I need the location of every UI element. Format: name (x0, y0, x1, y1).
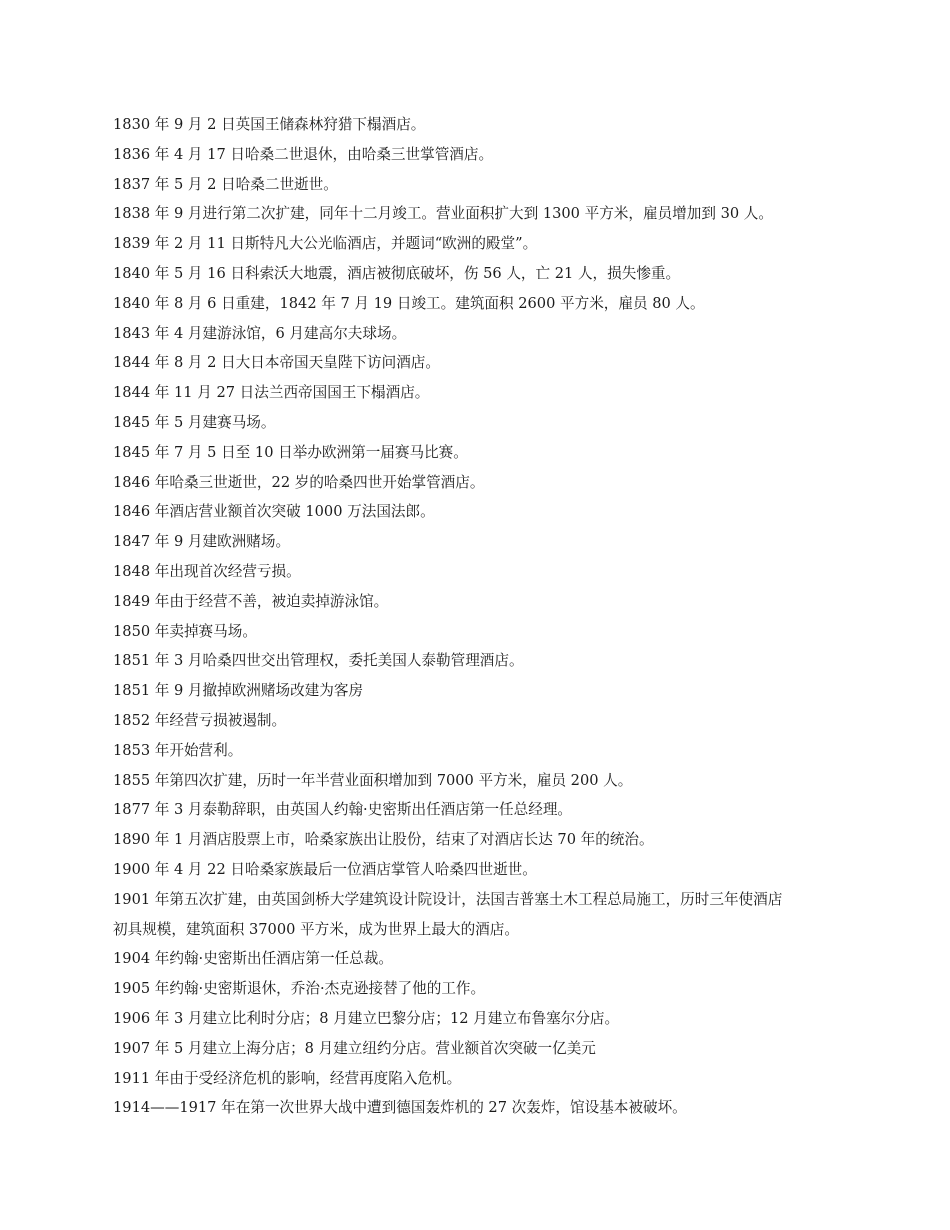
text-line: 1844 年 8 月 2 日大日本帝国天皇陛下访问酒店。 (113, 354, 440, 372)
text-line: 1852 年经营亏损被遏制。 (113, 711, 287, 729)
text-line: 初具规模，建筑面积 37000 平方米，成为世界上最大的酒店。 (113, 920, 519, 938)
text-line: 1846 年酒店营业额首次突破 1000 万法国法郎。 (113, 503, 435, 521)
text-line: 1840 年 8 月 6 日重建，1842 年 7 月 19 日竣工。建筑面积 2600 平方米，雇员 80 人。 (113, 294, 705, 312)
text-line: 1837 年 5 月 2 日哈桑二世逝世。 (113, 175, 338, 193)
text-line: 1830 年 9 月 2 日英国王储森林狩猎下榻酒店。 (113, 116, 426, 133)
text-line: 1849 年由于经营不善，被迫卖掉游泳馆。 (113, 592, 389, 610)
text-line: 1907 年 5 月建立上海分店；8 月建立纽约分店。营业额首次突破一亿美元 (113, 1039, 596, 1057)
text-line: 1850 年卖掉赛马场。 (113, 622, 257, 640)
text-line: 1890 年 1 月酒店股票上市，哈桑家族出让股份，结束了对酒店长达 70 年的统治。 (113, 831, 654, 849)
text-line: 1853 年开始营利。 (113, 741, 243, 759)
text-line: 1906 年 3 月建立比利时分店；8 月建立巴黎分店；12 月建立布鲁塞尔分店。 (113, 1009, 620, 1027)
document-body (113, 110, 843, 1123)
text-line: 1855 年第四次扩建，历时一年半营业面积增加到 7000 平方米，雇员 200 人。 (113, 771, 633, 789)
text-line: 1845 年 5 月建赛马场。 (113, 413, 276, 431)
text-line: 1836 年 4 月 17 日哈桑二世退休，由哈桑三世掌管酒店。 (113, 145, 494, 163)
text-line: 1851 年 3 月哈桑四世交出管理权，委托美国人泰勒管理酒店。 (113, 652, 524, 670)
text-line: 1905 年约翰·史密斯退休，乔治·杰克逊接替了他的工作。 (113, 980, 486, 998)
text-line: 1904 年约翰·史密斯出任酒店第一任总裁。 (113, 950, 393, 968)
text-line: 1851 年 9 月撤掉欧洲赌场改建为客房 (113, 682, 364, 700)
text-line: 1844 年 11 月 27 日法兰西帝国国王下榻酒店。 (113, 384, 430, 402)
text-line: 1914——1917 年在第一次世界大战中遭到德国轰炸机的 27 次轰炸，馆设基本被破坏。 (113, 1099, 687, 1117)
text-line: 1847 年 9 月建欧洲赌场。 (113, 533, 291, 551)
text-line: 1845 年 7 月 5 日至 10 日举办欧洲第一届赛马比赛。 (113, 443, 468, 461)
text-line: 1846 年哈桑三世逝世，22 岁的哈桑四世开始掌管酒店。 (113, 473, 485, 491)
text-line: 1838 年 9 月进行第二次扩建，同年十二月竣工。营业面积扩大到 1300 平方米，雇员增加到 30 人。 (113, 205, 773, 223)
text-line: 1840 年 5 月 16 日科索沃大地震，酒店被彻底破坏，伤 56 人，亡 21 人，损失惨重。 (113, 264, 681, 282)
text-line: 1848 年出现首次经营亏损。 (113, 562, 301, 580)
text-line: 1900 年 4 月 22 日哈桑家族最后一位酒店掌管人哈桑四世逝世。 (113, 860, 537, 878)
text-line: 1877 年 3 月泰勒辞职，由英国人约翰·史密斯出任酒店第一任总经理。 (113, 801, 573, 819)
text-line: 1901 年第五次扩建，由英国剑桥大学建筑设计院设计，法国吉普塞土木工程总局施工，历时三年使酒店 (113, 890, 783, 908)
text-line: 1911 年由于受经济危机的影响，经营再度陷入危机。 (113, 1069, 462, 1087)
text-line: 1839 年 2 月 11 日斯特凡大公光临酒店，并题词“欧洲的殿堂”。 (113, 235, 538, 253)
text-line: 1843 年 4 月建游泳馆，6 月建高尔夫球场。 (113, 324, 407, 342)
